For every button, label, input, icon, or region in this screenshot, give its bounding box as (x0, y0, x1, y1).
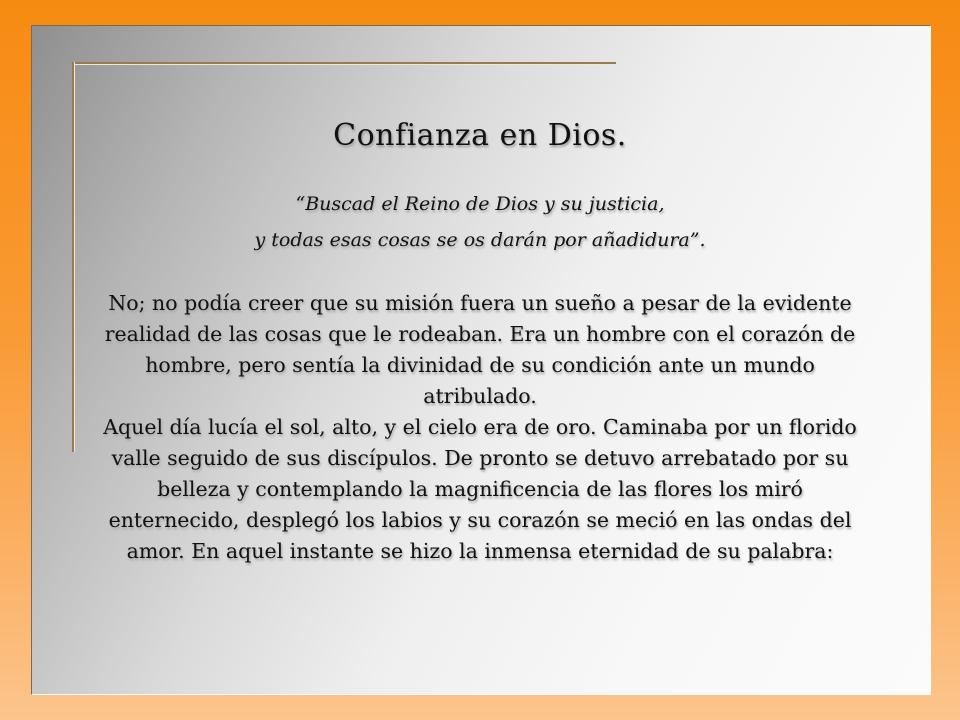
quote-line-1: “Buscad el Reino de Dios y su justicia, (295, 193, 665, 215)
body-text (90, 288, 870, 567)
slide-title: Confianza en Dios. (333, 118, 627, 153)
paragraph-2: Aquel día lucía el sol, alto, y el cielo era de oro. Caminaba por un florido valle seguido de sus discípulos. De pronto se detuvo arrebatado por su belleza y contemplando la magnificencia de las flores los miró enternecido, desplegó los labios y su corazón se meció en las ondas del amor. En aquel instante se hizo la inmensa eternidad de su palabra: (103, 415, 857, 563)
paragraph-1: No; no podía creer que su misión fuera un sueño a pesar de la evidente realidad de las cosas que le rodeaban. Era un hombre con el corazón de hombre, pero sentía la divinidad de su condición ante un mundo atribulado. (104, 291, 856, 408)
quote-line-2: y todas esas cosas se os darán por añadidura”. (254, 229, 706, 251)
decorative-top-rule (72, 62, 616, 65)
